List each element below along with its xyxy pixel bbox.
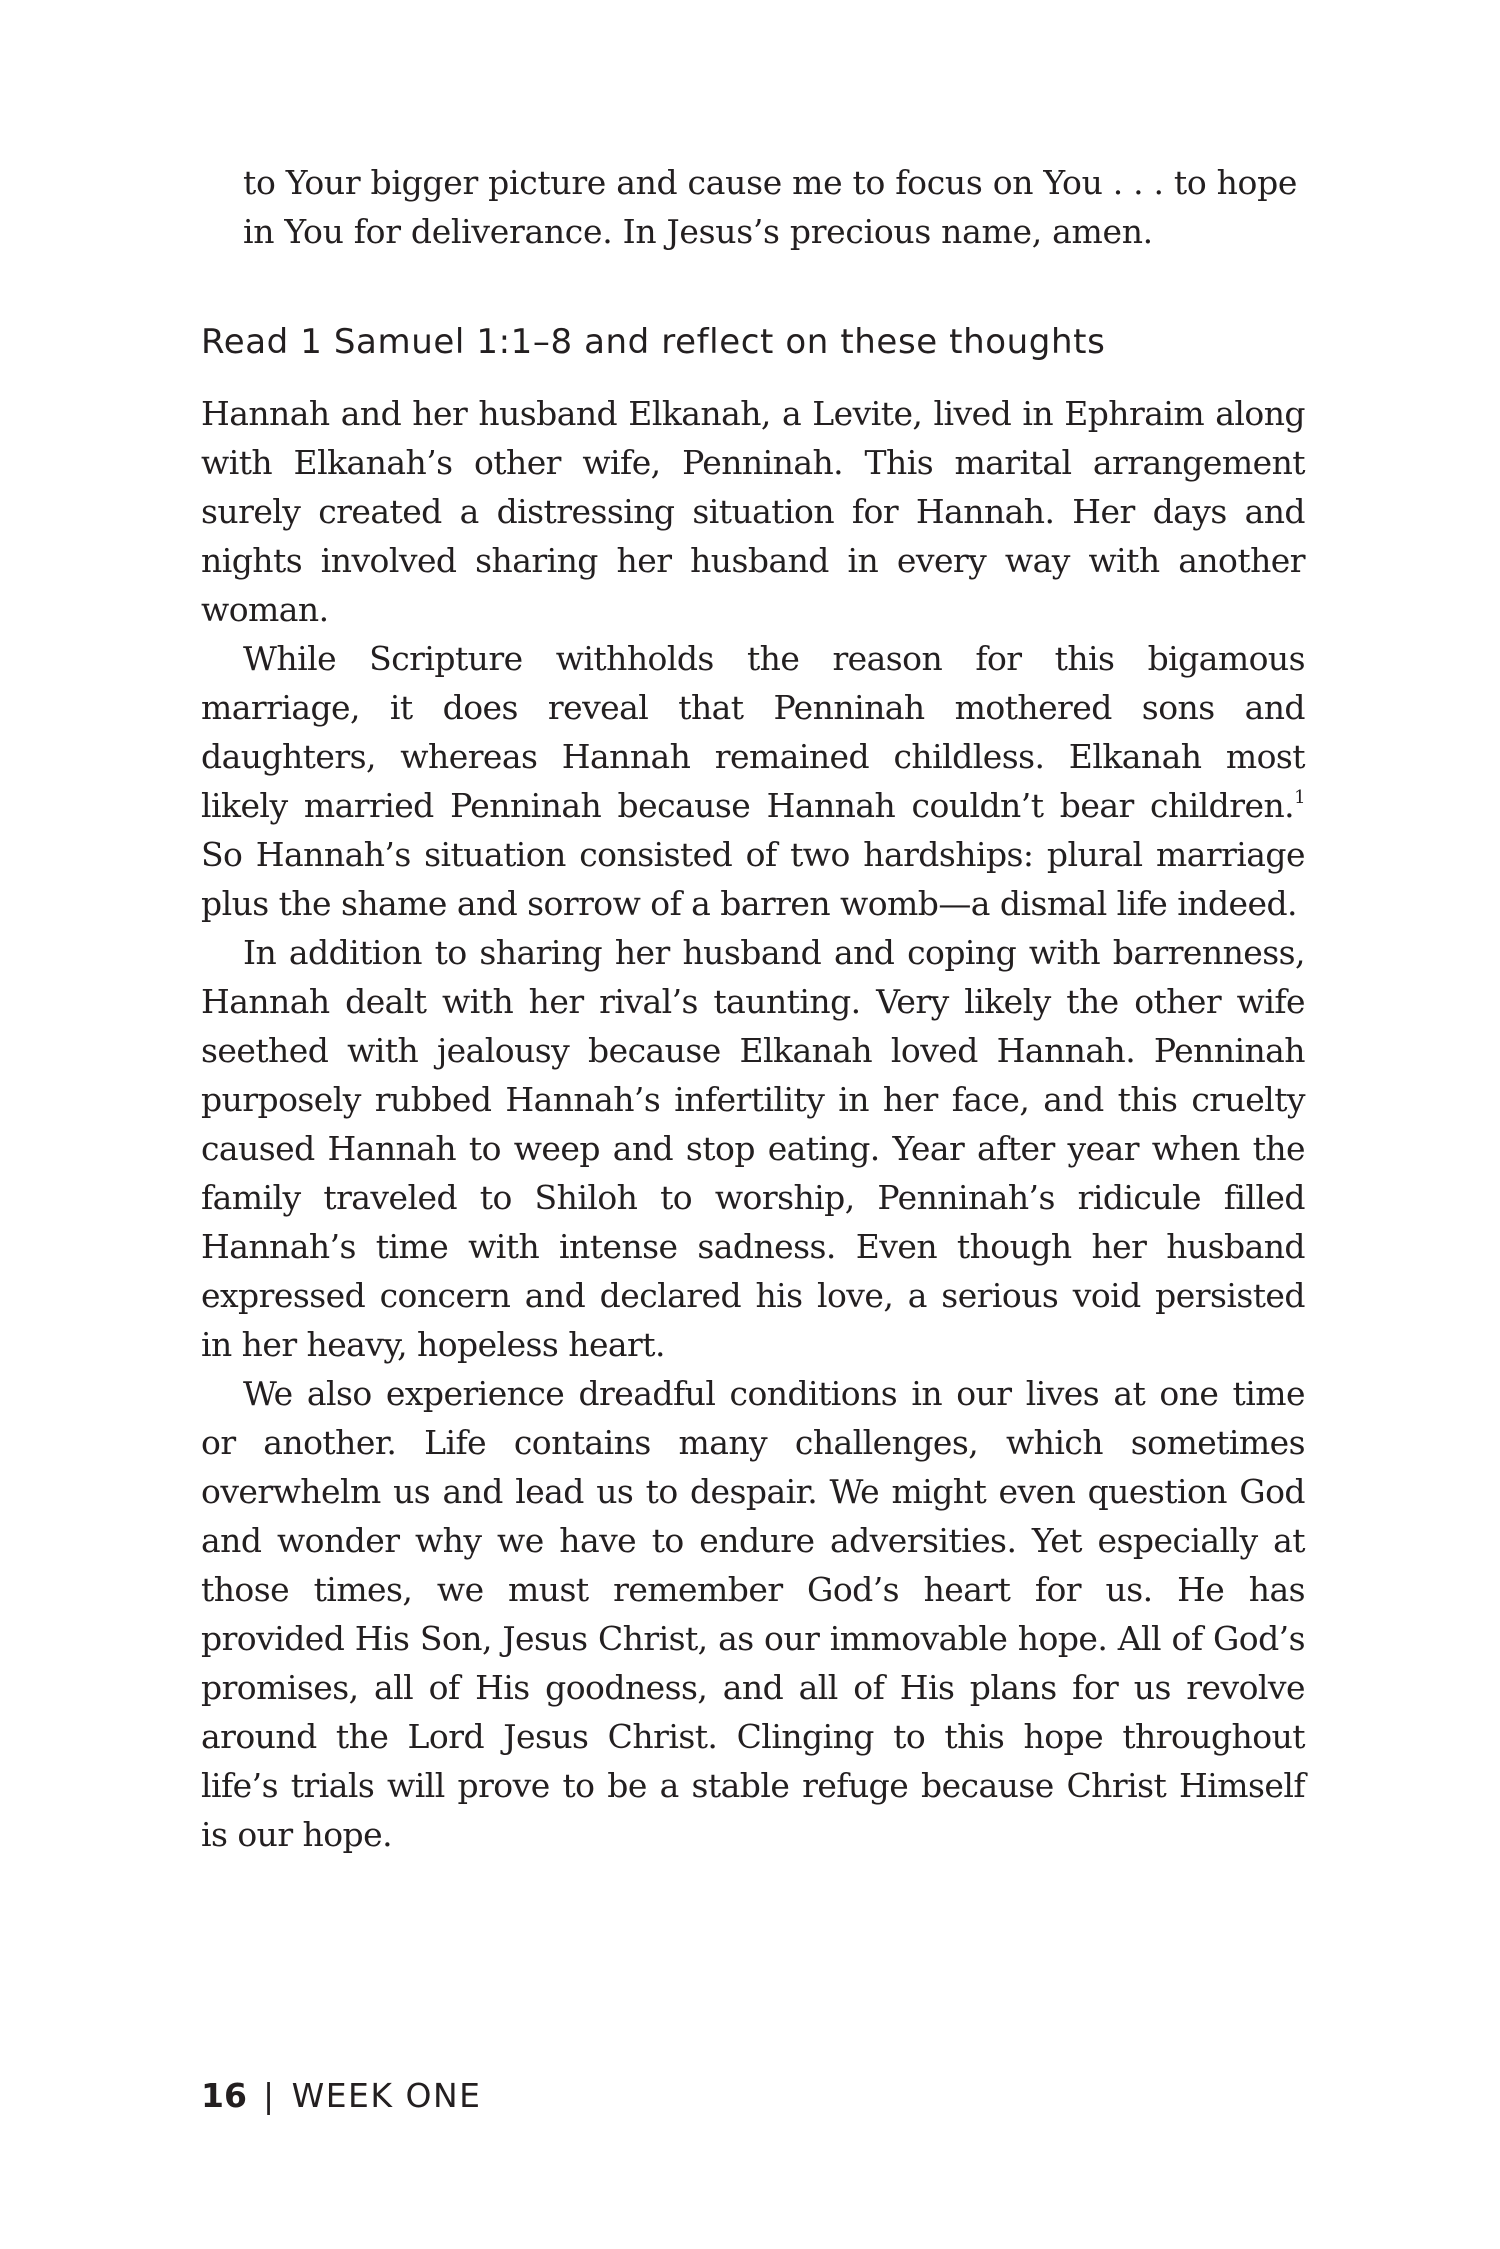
prayer-text: to Your bigger picture and cause me to focus on You . . . to hope in You for deliverance. In Jesus’s precious name, amen. — [243, 163, 1298, 251]
paragraph-2-continuation: So Hannah’s situation consisted of two hardships: plural marriage plus the shame and sorrow of a barren womb—a dismal life indeed. — [201, 835, 1305, 923]
running-head: WEEK ONE — [291, 2076, 482, 2115]
footer-separator: | — [262, 2076, 276, 2115]
section-heading: Read 1 Samuel 1:1–8 and reflect on these thoughts — [201, 322, 1106, 362]
paragraph-2 — [201, 634, 1305, 928]
paragraph-4: We also experience dreadful conditions in our lives at one time or another. Life contains many challenges, which sometimes overwhelm us and lead us to despair. We might even question God and wonder why we have to endure adversities. Yet especially at those times, we must remember God’s heart for us. He has provided His Son, Jesus Christ, as our immovable hope. All of God’s promises, all of His goodness, and all of His plans for us revolve around the Lord Jesus Christ. Clinging to this hope throughout life’s trials will prove to be a stable refuge because Christ Himself is our hope. — [201, 1374, 1305, 1854]
paragraph-1: Hannah and her husband Elkanah, a Levite, lived in Ephraim along with Elkanah’s other wife, Penninah. This marital arrangement surely created a distressing situation for Hannah. Her days and nights involved sharing her husband in every way with another woman. — [201, 394, 1305, 629]
footnote-reference: 1 — [1294, 787, 1305, 808]
page-footer — [201, 2075, 482, 2117]
paragraph-2-text: While Scripture withholds the reason for this bigamous marriage, it does reveal that Penninah mothered sons and daughters, whereas Hannah remained childless. Elkanah most likely married Penninah because Hannah couldn’t bear children. — [201, 639, 1305, 825]
page-number: 16 — [201, 2076, 247, 2115]
paragraph-3: In addition to sharing her husband and coping with barrenness, Hannah dealt with her rival’s taunting. Very likely the other wife seethed with jealousy because Elkanah loved Hannah. Penninah purposely rubbed Hannah’s infertility in her face, and this cruelty caused Hannah to weep and stop eating. Year after year when the family traveled to Shiloh to worship, Penninah’s ridicule filled Hannah’s time with intense sadness. Even though her husband expressed concern and declared his love, a serious void persisted in her heavy, hopeless heart. — [201, 933, 1305, 1364]
body-text — [201, 389, 1305, 1859]
prayer-continuation — [243, 158, 1303, 256]
